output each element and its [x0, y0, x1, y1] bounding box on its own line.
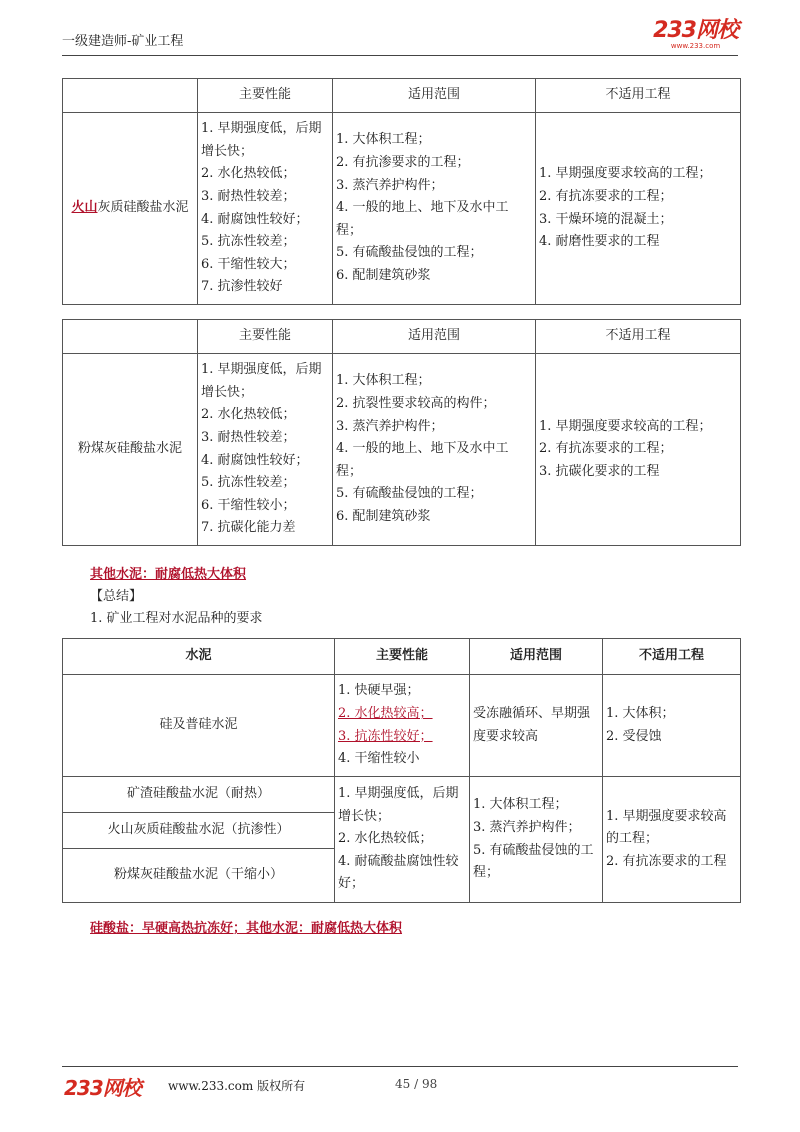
list-item: 3. 耐热性较差；: [201, 429, 296, 445]
list-item: 7. 抗渗性较好: [201, 279, 283, 295]
list-item: 2. 水化热较低；: [338, 831, 433, 847]
list-item: 7. 抗碳化能力差: [201, 520, 296, 536]
list-item: 1. 大体积工程；: [336, 132, 431, 148]
list-item: 5. 抗冻性较差；: [201, 475, 296, 491]
list-item: 3. 蒸汽养护构件；: [473, 819, 581, 835]
header-performance: 主要性能: [198, 320, 333, 354]
header-performance: 主要性能: [335, 639, 470, 675]
list-item: 4. 耐腐蚀性较好；: [201, 211, 309, 227]
list-item: 1. 早期强度低，后期增长快；: [338, 786, 459, 824]
list-item: 3. 干燥环境的混凝土；: [539, 211, 673, 227]
header-scope: 适用范围: [333, 79, 536, 113]
list-item: 5. 有硫酸盐侵蚀的工程；: [336, 245, 483, 261]
list-item: 6. 干缩性较大；: [201, 256, 296, 272]
unsuitable-cell: [536, 113, 741, 305]
list-item: 4. 耐磨性要求的工程: [539, 234, 660, 250]
scope-cell: 受冻融循环、早期强度要求较高: [470, 675, 603, 777]
header-scope: 适用范围: [470, 639, 603, 675]
header-unsuitable: 不适用工程: [536, 79, 741, 113]
performance-cell: [335, 777, 470, 903]
list-item: 1. 早期强度低，后期增长快；: [201, 121, 322, 159]
list-item: 2. 有抗渗要求的工程；: [336, 155, 470, 171]
performance-cell: [198, 354, 333, 546]
list-item: 5. 有硫酸盐侵蚀的工程；: [336, 486, 483, 502]
list-item: 2. 水化热较低；: [201, 407, 296, 423]
summary-item: 1. 矿业工程对水泥品种的要求: [90, 611, 263, 626]
cement-name: 硅及普硅水泥: [63, 675, 335, 777]
mnemonic-summary: 硅酸盐：早硬高热抗冻好；其他水泥：耐腐低热大体积: [90, 921, 403, 936]
list-item: 4. 耐腐蚀性较好；: [201, 452, 309, 468]
list-item: 2. 受侵蚀: [606, 728, 662, 744]
list-item: 1. 早期强度要求较高的工程；: [539, 166, 712, 182]
list-item: 3. 蒸汽养护构件；: [336, 418, 444, 434]
list-item: 3. 蒸汽养护构件；: [336, 177, 444, 193]
list-item: 1. 大体积工程；: [473, 797, 568, 813]
list-item: 1. 大体积工程；: [336, 373, 431, 389]
logo-text: 233网校: [653, 18, 738, 43]
list-item: 5. 有硫酸盐侵蚀的工程；: [473, 842, 594, 881]
header-cement: 水泥: [63, 639, 335, 675]
header-unsuitable: 不适用工程: [603, 639, 741, 675]
scope-cell: [333, 354, 536, 546]
cement-name: [63, 113, 198, 305]
mnemonic-note: 其他水泥：耐腐低热大体积: [90, 567, 247, 582]
list-item-highlight: 2. 水化热较高；: [338, 705, 433, 721]
list-item: 1. 早期强度要求较高的工程；: [539, 418, 712, 434]
list-item: 6. 干缩性较小；: [201, 497, 296, 513]
list-item: 2. 有抗冻要求的工程: [606, 853, 727, 869]
table-cement-summary: [62, 638, 741, 903]
list-item: 1. 快硬早强；: [338, 683, 420, 699]
table-pozzolanic-cement: [62, 78, 741, 305]
highlight-text: 火山: [71, 200, 98, 216]
header-performance: 主要性能: [198, 79, 333, 113]
list-item: 2. 抗裂性要求较高的构件；: [336, 396, 496, 412]
list-item: 3. 耐热性较差；: [201, 188, 296, 204]
document-title: 一级建造师-矿业工程: [62, 34, 184, 49]
list-item: 4. 一般的地上、地下及水中工程；: [336, 441, 509, 479]
unsuitable-cell: [536, 354, 741, 546]
list-item-highlight: 3. 抗冻性较好；: [338, 728, 433, 744]
table-corner: [63, 79, 198, 113]
unsuitable-cell: [603, 777, 741, 903]
header-scope: 适用范围: [333, 320, 536, 354]
cement-name: 粉煤灰硅酸盐水泥: [63, 354, 198, 546]
scope-cell: [333, 113, 536, 305]
cement-name: 火山灰质硅酸盐水泥（抗渗性）: [63, 813, 335, 849]
list-item: 4. 一般的地上、地下及水中工程；: [336, 200, 509, 238]
cement-name: 粉煤灰硅酸盐水泥（干缩小）: [63, 849, 335, 903]
footer-divider: [62, 1066, 738, 1067]
logo-url: www.233.com: [670, 42, 721, 50]
list-item: 2. 有抗冻要求的工程；: [539, 441, 673, 457]
summary-label: 【总结】: [90, 589, 143, 604]
brand-logo[interactable]: [653, 20, 738, 50]
footer-copyright: www.233.com 版权所有: [168, 1079, 306, 1093]
table-flyash-cement: [62, 319, 741, 546]
scope-cell: [470, 777, 603, 903]
list-item: 1. 早期强度要求较高的工程；: [606, 808, 727, 847]
unsuitable-cell: [603, 675, 741, 777]
header-divider: [62, 55, 738, 56]
cement-name: 矿渣硅酸盐水泥（耐热）: [63, 777, 335, 813]
list-item: 6. 配制建筑砂浆: [336, 508, 431, 524]
performance-cell: [335, 675, 470, 777]
list-item: 2. 水化热较低；: [201, 166, 296, 182]
list-item: 1. 早期强度低，后期增长快；: [201, 362, 322, 400]
list-item: 5. 抗冻性较差；: [201, 234, 296, 250]
list-item: 2. 有抗冻要求的工程；: [539, 188, 673, 204]
page-number: 45 / 98: [395, 1077, 438, 1091]
footer-logo[interactable]: 233网校: [64, 1076, 141, 1100]
list-item: 6. 配制建筑砂浆: [336, 267, 431, 283]
header-unsuitable: 不适用工程: [536, 320, 741, 354]
cement-name-rest: 灰质硅酸盐水泥: [97, 200, 189, 216]
list-item: 1. 大体积；: [606, 705, 675, 721]
list-item: 3. 抗碳化要求的工程: [539, 463, 660, 479]
list-item: 4. 耐硫酸盐腐蚀性较好；: [338, 853, 459, 892]
performance-cell: [198, 113, 333, 305]
list-item: 4. 干缩性较小: [338, 751, 420, 767]
table-corner: [63, 320, 198, 354]
